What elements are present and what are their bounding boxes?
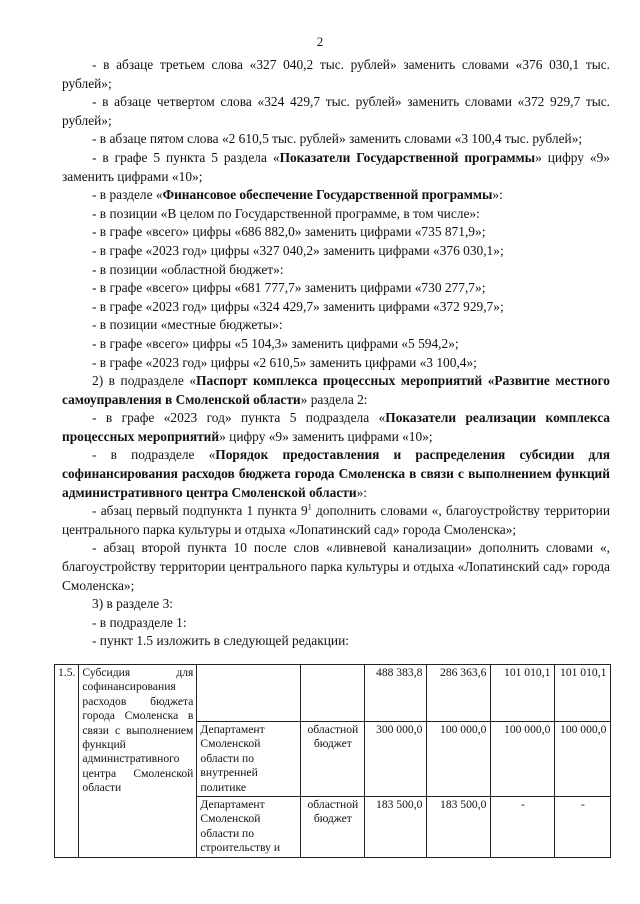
paragraph: - в графе «2023 год» цифры «327 040,2» заменить цифрами «376 030,1»; bbox=[92, 242, 504, 258]
paragraph: - абзац первый подпункта 1 пункта $9^1$ дополнить словами «, благоустройству территории центрального парка культуры и отдыха «Лопатинский сад» города Смоленска»; bbox=[62, 502, 610, 537]
paragraph: - в графе «2023 год» пункта 5 подраздела «Показатели реализации комплекса процессных мероприятий» цифру «9» заменить цифрами «10»; bbox=[62, 410, 610, 444]
table-cell-executor: Департамент Смоленской области по строительству и bbox=[197, 797, 301, 858]
paragraph: - в графе «2023 год» цифры «324 429,7» заменить цифрами «372 929,7»; bbox=[92, 298, 504, 314]
paragraph: - в графе «всего» цифры «681 777,7» заменить цифрами «730 277,7»; bbox=[92, 280, 486, 296]
table-cell-total: 300 000,0 bbox=[365, 722, 427, 797]
table-cell-2023: 286 363,6 bbox=[427, 665, 491, 722]
paragraph: - в абзаце третьем слова «327 040,2 тыс. рублей» заменить словами «376 030,1 тыс. рублей»; bbox=[62, 57, 610, 91]
paragraph: - в разделе «Финансовое обеспечение Государственной программы»: bbox=[92, 187, 503, 203]
table-row bbox=[55, 665, 611, 722]
paragraph: - в подразделе 1: bbox=[92, 614, 187, 630]
paragraph: - в позиции «областной бюджет»: bbox=[92, 261, 284, 277]
table-cell-total: 183 500,0 bbox=[365, 797, 427, 858]
table-cell-executor bbox=[197, 665, 301, 722]
paragraph: - в графе «всего» цифры «5 104,3» заменить цифрами «5 594,2»; bbox=[92, 335, 459, 351]
table-cell-2025: - bbox=[555, 797, 611, 858]
table-cell-2023: 100 000,0 bbox=[427, 722, 491, 797]
table-cell-source: областной бюджет bbox=[301, 797, 365, 858]
table-cell-source bbox=[301, 665, 365, 722]
table-cell-2023: 183 500,0 bbox=[427, 797, 491, 858]
table-cell-executor: Департамент Смоленской области по внутренней политике bbox=[197, 722, 301, 797]
paragraph: - в абзаце четвертом слова «324 429,7 тыс. рублей» заменить словами «372 929,7 тыс. рублей»; bbox=[62, 94, 610, 128]
paragraph: - в графе 5 пункта 5 раздела «Показатели Государственной программы» цифру «9» заменить цифрами «10»; bbox=[62, 149, 611, 184]
paragraph: - в графе «всего» цифры «686 882,0» заменить цифрами «735 871,9»; bbox=[92, 224, 486, 240]
table-cell-2025: 100 000,0 bbox=[555, 722, 611, 797]
table-cell-item-number: 1.5. bbox=[55, 665, 79, 858]
paragraph: 2) в подразделе «Паспорт комплекса процессных мероприятий «Развитие местного самоуправления в Смоленской области» раздела 2: bbox=[62, 373, 611, 407]
paragraph: - пункт 1.5 изложить в следующей редакции: bbox=[92, 633, 349, 649]
table-cell-2024: 100 000,0 bbox=[491, 722, 555, 797]
table-cell-2024: - bbox=[491, 797, 555, 858]
paragraph: - в позиции «В целом по Государственной программе, в том числе»: bbox=[92, 205, 480, 221]
budget-table bbox=[54, 664, 611, 858]
table-cell-source: областной бюджет bbox=[301, 722, 365, 797]
table-cell-2025: 101 010,1 bbox=[555, 665, 611, 722]
paragraph: - в подразделе «Порядок предоставления и распределения субсидии для софинансирования расходов бюджета города Смоленска в связи с выполнением функций административного центра Смоленской области»: bbox=[62, 447, 610, 500]
table-cell-total: 488 383,8 bbox=[365, 665, 427, 722]
document-body bbox=[62, 56, 610, 651]
page-number: 2 bbox=[316, 34, 324, 49]
paragraph: - в графе «2023 год» цифры «2 610,5» заменить цифрами «3 100,4»; bbox=[92, 354, 477, 370]
table-cell-2024: 101 010,1 bbox=[491, 665, 555, 722]
paragraph: - в абзаце пятом слова «2 610,5 тыс. рублей» заменить словами «3 100,4 тыс. рублей»; bbox=[92, 131, 583, 147]
table-cell-description: Субсидия для софинансирования расходов бюджета города Смоленска в связи с выполнением функций административного центра Смоленской области bbox=[79, 665, 197, 858]
paragraph: - в позиции «местные бюджеты»: bbox=[92, 317, 283, 333]
paragraph: 3) в разделе 3: bbox=[92, 596, 174, 612]
paragraph: - абзац второй пункта 10 после слов «ливневой канализации» дополнить словами «, благоустройству территории центрального парка культуры и отдыха «Лопатинский сад» города Смоленска»; bbox=[62, 540, 610, 593]
